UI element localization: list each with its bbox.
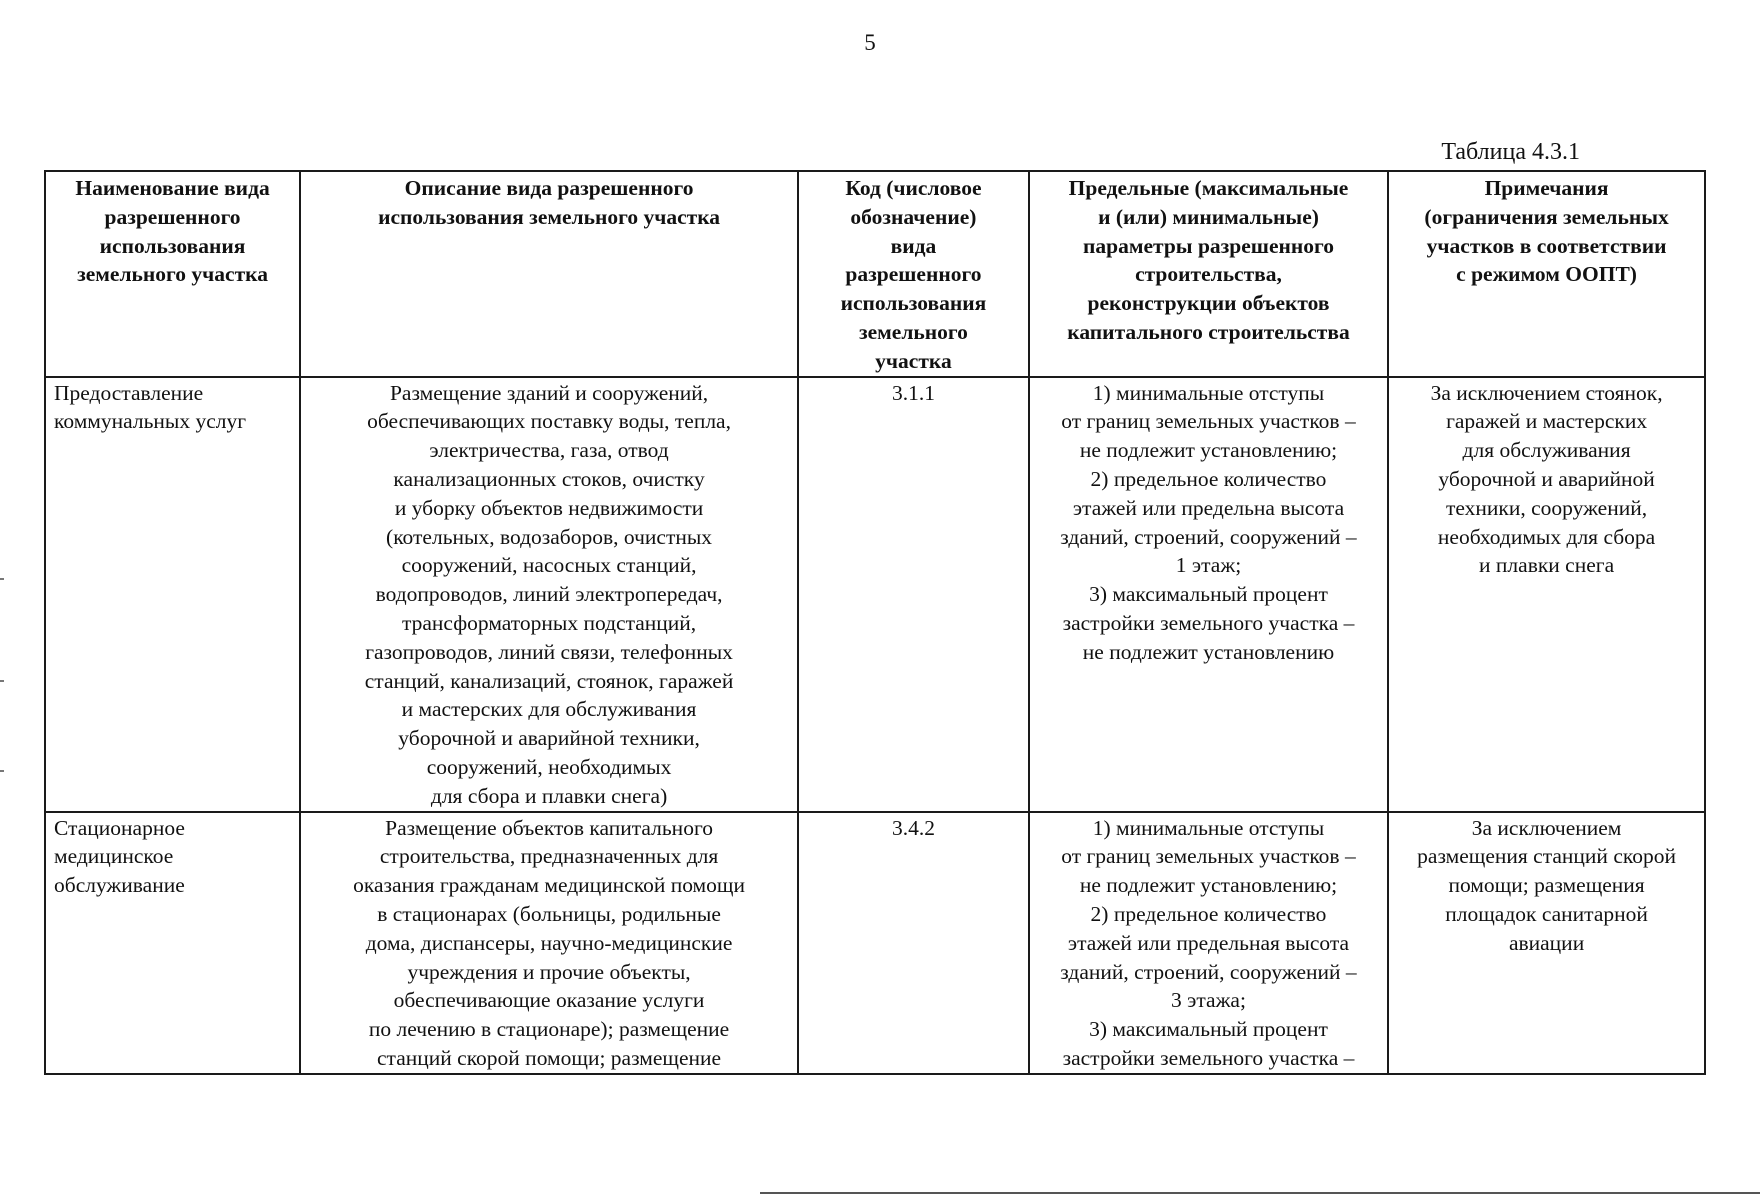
header-use-code: Код (числовое обозначение) вида разрешенного использования земельного участка <box>798 171 1029 377</box>
header-construction-parameters: Предельные (максимальные и (или) минимальные) параметры разрешенного строительства, реконструкции объектов капитального строительства <box>1029 171 1388 377</box>
cell-use-name: Стационарное медицинское обслуживание <box>45 812 300 1074</box>
header-use-name: Наименование вида разрешенного использования земельного участка <box>45 171 300 377</box>
cell-notes: За исключением стоянок, гаражей и мастерских для обслуживания уборочной и аварийной техники, сооружений, необходимых для сбора и плавки снега <box>1388 377 1705 812</box>
scan-edge-mark <box>0 770 4 772</box>
cell-use-code: 3.1.1 <box>798 377 1029 812</box>
table-header-row <box>45 171 1705 377</box>
cell-construction-parameters: 1) минимальные отступы от границ земельных участков – не подлежит установлению; 2) предельное количество этажей или предельна высота зданий, строений, сооружений – 1 этаж; 3) максимальный процент застройки земельного участка – не подлежит установлению <box>1029 377 1388 812</box>
scan-edge-mark <box>0 680 4 682</box>
cell-construction-parameters: 1) минимальные отступы от границ земельных участков – не подлежит установлению; 2) предельное количество этажей или предельная высота зданий, строений, сооружений – 3 этажа; 3) максимальный процент застройки земельного участка – <box>1029 812 1388 1074</box>
header-use-description: Описание вида разрешенного использования земельного участка <box>300 171 798 377</box>
cell-use-description: Размещение зданий и сооружений, обеспечивающих поставку воды, тепла, электричества, газа, отвод канализационных стоков, очистку и уборку объектов недвижимости (котельных, водозаборов, очистных сооружений, насосных станций, водопроводов, линий электропередач, трансформаторных подстанций, газопроводов, линий связи, телефонных станций, канализаций, стоянок, гаражей и мастерских для обслуживания уборочной и аварийной техники, сооружений, необходимых для сбора и плавки снега) <box>300 377 798 812</box>
cell-use-description: Размещение объектов капитального строительства, предназначенных для оказания гражданам медицинской помощи в стационарах (больницы, родильные дома, диспансеры, научно-медицинские учреждения и прочие объекты, обеспечивающие оказание услуги по лечению в стационаре); размещение станций скорой помощи; размещение <box>300 812 798 1074</box>
scan-bottom-rule <box>760 1192 1760 1194</box>
cell-use-name: Предоставление коммунальных услуг <box>45 377 300 812</box>
scan-edge-mark <box>0 578 4 580</box>
table-row <box>45 812 1705 1074</box>
table-row <box>45 377 1705 812</box>
cell-use-code: 3.4.2 <box>798 812 1029 1074</box>
page-number: 5 <box>864 30 876 55</box>
cell-notes: За исключением размещения станций скорой помощи; размещения площадок санитарной авиации <box>1388 812 1705 1074</box>
land-use-table <box>44 170 1706 1075</box>
table-caption: Таблица 4.3.1 <box>1441 139 1580 165</box>
header-notes: Примечания (ограничения земельных участков в соответствии с режимом ООПТ) <box>1388 171 1705 377</box>
